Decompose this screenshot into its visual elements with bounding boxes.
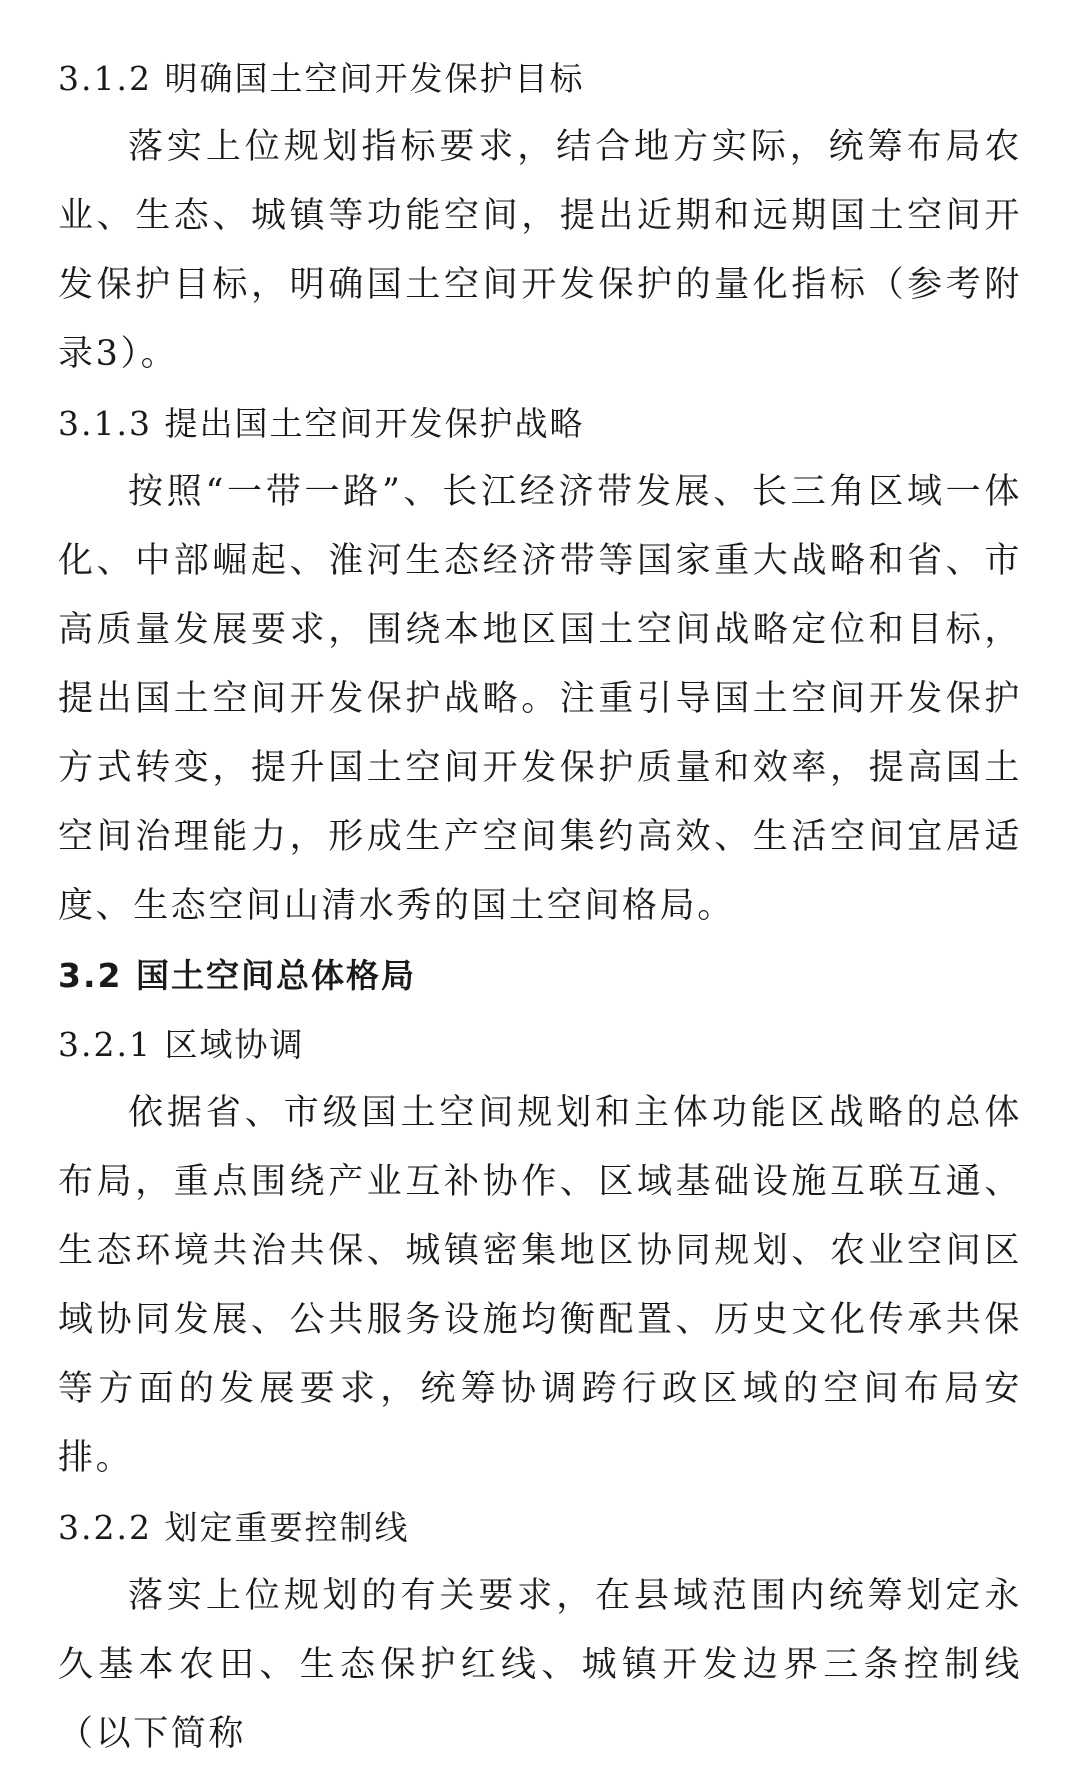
document-page — [58, 44, 1022, 1769]
section-paragraph-3-2-1: 依据省、市级国土空间规划和主体功能区战略的总体布局，重点围绕产业互补协作、区域基础设施互联互通、生态环境共治共保、城镇密集地区协同规划、农业空间区域协同发展、公共服务设施均衡配置、历史文化传承共保等方面的发展要求，统筹协调跨行政区域的空间布局安排。 — [58, 1093, 1022, 1478]
section-heading-3-1-3: 3.1.3 提出国土空间开发保护战略 — [58, 404, 585, 443]
section-heading-3-1-2: 3.1.2 明确国土空间开发保护目标 — [58, 59, 585, 98]
section-paragraph-3-2-2: 落实上位规划的有关要求，在县域范围内统筹划定永久基本农田、生态保护红线、城镇开发边界三条控制线（以下简称 — [58, 1576, 1022, 1754]
section-paragraph-3-1-3: 按照“一带一路”、长江经济带发展、长三角区域一体化、中部崛起、淮河生态经济带等国家重大战略和省、市高质量发展要求，围绕本地区国土空间战略定位和目标，提出国土空间开发保护战略。注重引导国土空间开发保护方式转变，提升国土空间开发保护质量和效率，提高国土空间治理能力，形成生产空间集约高效、生活空间宜居适度、生态空间山清水秀的国土空间格局。 — [58, 472, 1022, 926]
section-paragraph-3-1-2: 落实上位规划指标要求，结合地方实际，统筹布局农业、生态、城镇等功能空间，提出近期和远期国土空间开发保护目标，明确国土空间开发保护的量化指标（参考附录3）。 — [58, 127, 1022, 374]
section-heading-3-2-1: 3.2.1 区域协调 — [58, 1025, 305, 1064]
section-heading-3-2-2: 3.2.2 划定重要控制线 — [58, 1508, 410, 1547]
section-heading-3-2: 3.2 国土空间总体格局 — [58, 956, 416, 995]
